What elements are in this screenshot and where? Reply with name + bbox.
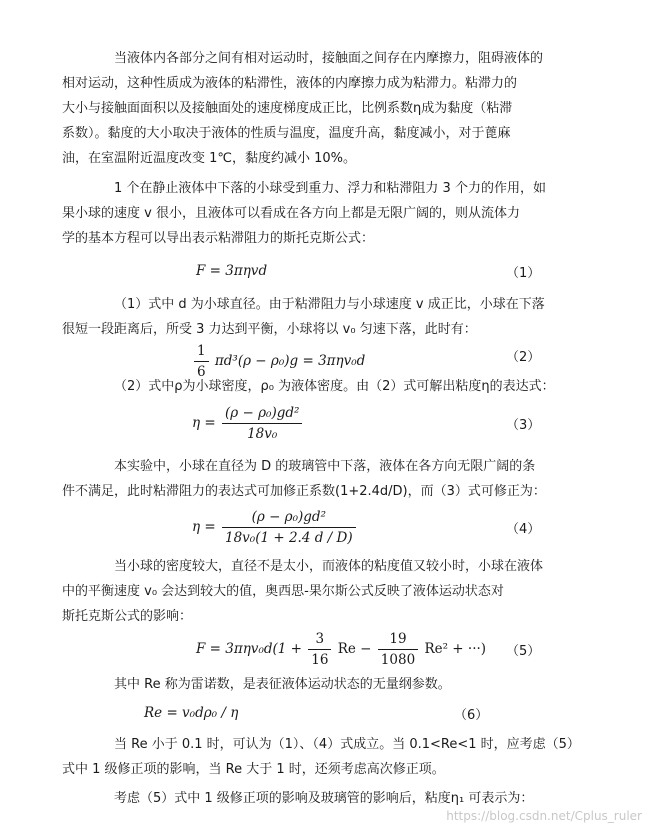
text-line: 1 个在静止液体中下落的小球受到重力、浮力和粘滞阻力 3 个力的作用，如 <box>114 181 546 196</box>
text-line: 相对运动，这种性质成为液体的粘滞性，液体的内摩擦力成为粘滞力。粘滞力的 <box>62 76 518 91</box>
text-line: （2）式中ρ为小球密度，ρ₀ 为液体密度。由（2）式可解出粘度η的表达式： <box>114 379 555 394</box>
text-line: 当小球的密度较大，直径不是太小，而液体的粘度值又较小时，小球在液体 <box>114 559 544 574</box>
text-line: （1）式中 d 为小球直径。由于粘滞阻力与小球速度 v 成正比，小球在下落 <box>114 297 545 312</box>
equation-3-lhs: η = <box>192 415 216 431</box>
fraction-numerator: (ρ − ρ₀)gd² <box>222 404 302 424</box>
equation-3-fraction <box>222 404 302 443</box>
fraction-numerator: 19 <box>378 630 418 650</box>
text-line: 学的基本方程可以导出表示粘滞阻力的斯托克斯公式： <box>62 231 375 246</box>
equation-5-lhs: F = 3πηv₀d(1 + <box>196 641 302 657</box>
paragraph-final-correction <box>88 786 582 811</box>
paragraph-reynolds <box>88 672 582 697</box>
fraction-numerator: 3 <box>308 630 331 650</box>
text-line: 很短一段距离后，所受 3 力达到平衡，小球将以 v₀ 匀速下落，此时有： <box>62 322 477 337</box>
equation-1-text: F = 3πηvd <box>196 263 268 279</box>
fraction-denominator: 18v₀ <box>247 426 278 442</box>
text-line: 件不满足，此时粘滞阻力的表达式可加修正系数(1+2.4d/D)，而（3）式可修正为： <box>62 484 546 499</box>
text-line: 考虑（5）式中 1 级修正项的影响及玻璃管的影响后，粘度η₁ 可表示为： <box>114 791 534 806</box>
equation-5-tail: Re² + ···) <box>424 641 487 657</box>
paragraph-tube-correction <box>62 454 582 504</box>
text-line: 中的平衡速度 v₀ 会达到较大的值，奥西思-果尔斯公式反映了液体运动状态对 <box>62 584 504 599</box>
paragraph-viscosity-intro <box>62 46 582 171</box>
text-line: 本实验中，小球在直径为 D 的玻璃管中下落，液体在各方向无限广阔的条 <box>114 459 536 474</box>
watermark: https://blog.csdn.net/Cplus_ruler <box>446 809 642 823</box>
text-line: 当 Re 小于 0.1 时，可认为（1）、（4）式成立。当 0.1<Re<1 时，应考虑（5） <box>114 737 580 752</box>
text-line: 其中 Re 称为雷诺数，是表征液体运动状态的无量纲参数。 <box>114 677 451 692</box>
text-line: 当液体内各部分之间有相对运动时，接触面之间存在内摩擦力，阻碍液体的 <box>114 51 544 66</box>
text-line: 油，在室温附近温度改变 1℃，黏度约减小 10%。 <box>62 151 357 166</box>
fraction-numerator: 1 <box>194 342 209 362</box>
equation-4 <box>192 508 358 547</box>
equation-5-fraction-1 <box>308 630 331 669</box>
equation-4-lhs: η = <box>192 519 216 535</box>
equation-5-number: （5） <box>506 644 541 659</box>
paragraph-oseen <box>62 554 582 629</box>
text-line: 式中 1 级修正项的影响，当 Re 大于 1 时，还须考虑高次修正项。 <box>62 762 445 777</box>
equation-3 <box>192 404 304 443</box>
equation-6-number: （6） <box>454 708 489 723</box>
paragraph-validity <box>62 732 582 782</box>
equation-3-number: （3） <box>506 418 541 433</box>
fraction-numerator: (ρ − ρ₀)gd² <box>222 508 356 528</box>
equation-6-text: Re = v₀dρ₀ / η <box>144 705 239 721</box>
paragraph-equilibrium <box>62 292 582 342</box>
fraction-denominator: 6 <box>197 364 206 380</box>
paragraph-stokes-intro <box>62 176 582 251</box>
equation-5-fraction-2 <box>378 630 418 669</box>
equation-4-fraction <box>222 508 356 547</box>
equation-5 <box>196 630 486 669</box>
text-line: 斯托克斯公式的影响： <box>62 609 193 624</box>
fraction-denominator: 1080 <box>380 652 416 668</box>
equation-5-middle: Re − <box>337 641 372 657</box>
fraction-denominator: 16 <box>311 652 329 668</box>
text-line: 果小球的速度 v 很小，且液体可以看成在各方向上都是无限广阔的，则从流体力 <box>62 206 520 221</box>
paragraph-densities <box>88 374 582 399</box>
equation-4-number: （4） <box>506 522 541 537</box>
text-line: 系数）。黏度的大小取决于液体的性质与温度，温度升高，黏度减小，对于蓖麻 <box>62 126 511 141</box>
equation-1-number: （1） <box>506 266 541 281</box>
fraction-denominator: 18v₀(1 + 2.4 d / D) <box>225 530 353 546</box>
equation-1 <box>196 262 267 280</box>
equation-2-number: （2） <box>506 350 541 365</box>
text-line: 大小与接触面面积以及接触面处的速度梯度成正比，比例系数η成为黏度（粘滞 <box>62 101 513 116</box>
equation-2-body: πd³(ρ − ρ₀)g = 3πηv₀d <box>214 353 366 369</box>
equation-6 <box>144 704 238 722</box>
